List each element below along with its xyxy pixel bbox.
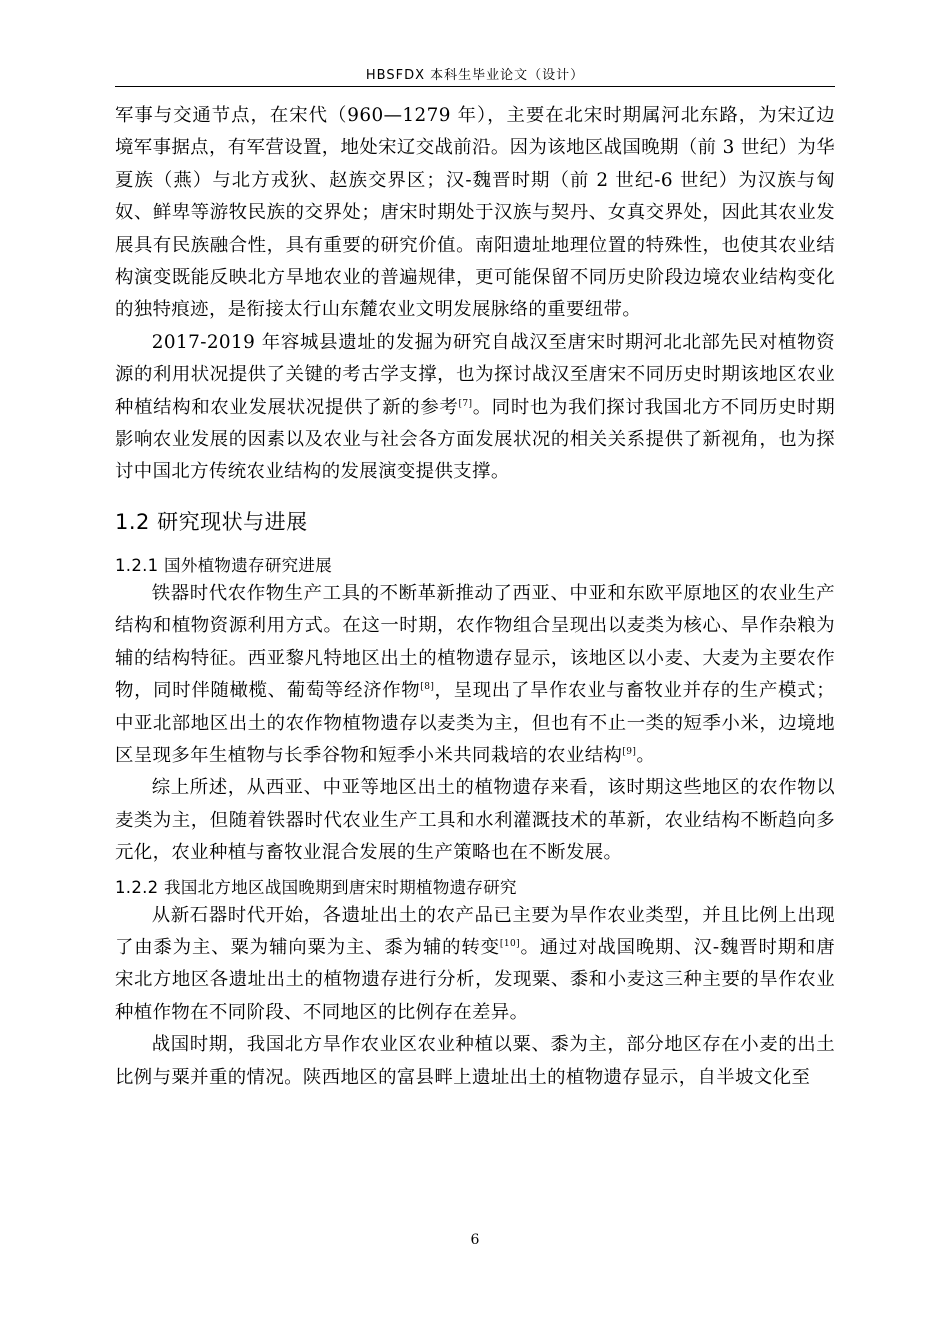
citation[interactable]: [10] bbox=[499, 938, 520, 949]
section-heading-1-2: 1.2 研究现状与进展 bbox=[115, 509, 308, 534]
header-rule bbox=[115, 86, 835, 87]
paragraph-excavation bbox=[115, 327, 835, 489]
paragraph-text: 。同时也为我们探讨我国北方不同历史时期影响农业发展的因素以及农业与社会各方面发展状况的相关关系提供了新视角，也为探讨中国北方传统农业结构的发展演变提供支撑。 bbox=[115, 396, 835, 483]
document-body bbox=[115, 100, 835, 1094]
paragraph-text: ，呈现出了旱作农业与畜牧业并存的生产模式；中亚北部地区出土的农作物植物遗存以麦类为主，但也有不止一类的短季小米，边境地区呈现多年生植物与长季谷物和短季小米共同栽培的农业结构 bbox=[115, 680, 835, 766]
section-heading-1-2-2: 1.2.2 我国北方地区战国晚期到唐宋时期植物遗存研究 bbox=[115, 877, 517, 897]
citation[interactable]: [9] bbox=[622, 746, 637, 757]
page-number: 6 bbox=[470, 1232, 480, 1248]
running-header: HBSFDX 本科生毕业论文（设计） bbox=[365, 68, 585, 83]
citation[interactable]: [8] bbox=[420, 682, 435, 693]
paragraph-warring-states: 战国时期，我国北方旱作农业区农业种植以粟、黍为主，部分地区存在小麦的出土比例与粟并重的情况。陕西地区的富县畔上遗址出土的植物遗存显示，自半坡文化至 bbox=[115, 1034, 835, 1088]
paragraph-text: 。通过对战国晚期、汉-魏晋时期和唐宋北方地区各遗址出土的植物遗存进行分析，发现粟、黍和小麦这三种主要的旱作农业种植作物在不同阶段、不同地区的比例存在差异。 bbox=[115, 936, 835, 1023]
section-heading-1-2-1: 1.2.1 国外植物遗存研究进展 bbox=[115, 555, 333, 575]
paragraph-text: 从新石器时代开始，各遗址出土的农产品已主要为旱作农业类型，并且比例上出现了由黍为主、粟为辅向粟为主、黍为辅的转变 bbox=[115, 904, 835, 958]
paragraph-text: 。 bbox=[636, 744, 656, 766]
paragraph-text: 铁器时代农作物生产工具的不断革新推动了西亚、中亚和东欧平原地区的农业生产结构和植物资源利用方式。在这一时期，农作物组合呈现出以麦类为核心、旱作杂粮为辅的结构特征。西亚黎凡特地区出土的植物遗存显示，该地区以小麦、大麦为主要农作物，同时伴随橄榄、葡萄等经济作物 bbox=[115, 582, 835, 702]
paragraph-text: 2017-2019 年容城县遗址的发掘为研究自战汉至唐宋时期河北北部先民对植物资源的利用状况提供了关键的考古学支撑，也为探讨战汉至唐宋不同历史时期该地区农业种植结构和农业发展状况提供了新的参考 bbox=[115, 331, 835, 418]
paragraph-continued: 军事与交通节点，在宋代（960—1279 年），主要在北宋时期属河北东路，为宋辽边境军事据点，有军营设置，地处宋辽交战前沿。因为该地区战国晚期（前 3 世纪）为华夏族（燕）与北方戎狄、赵族交界区；汉-魏晋时期（前 2 世纪-6 世纪）为汉族与匈奴、鲜卑等游牧民族的交界处；唐宋时期处于汉族与契丹、女真交界处，因此其农业发展具有民族融合性，具有重要的研究价值。南阳遗址地理位置的特殊性，也使其农业结构演变既能反映北方旱地农业的普遍规律，更可能保留不同历史阶段边境农业结构变化的独特痕迹，是衔接太行山东麓农业文明发展脉络的重要纽带。 bbox=[115, 105, 835, 321]
paragraph-neolithic bbox=[115, 900, 835, 1030]
citation[interactable]: [7] bbox=[458, 398, 473, 409]
paragraph-foreign-research bbox=[115, 578, 835, 772]
paragraph-summary: 综上所述，从西亚、中亚等地区出土的植物遗存来看，该时期这些地区的农作物以麦类为主，但随着铁器时代农业生产工具和水利灌溉技术的革新，农业结构不断趋向多元化，农业种植与畜牧业混合发展的生产策略也在不断发展。 bbox=[115, 777, 835, 864]
